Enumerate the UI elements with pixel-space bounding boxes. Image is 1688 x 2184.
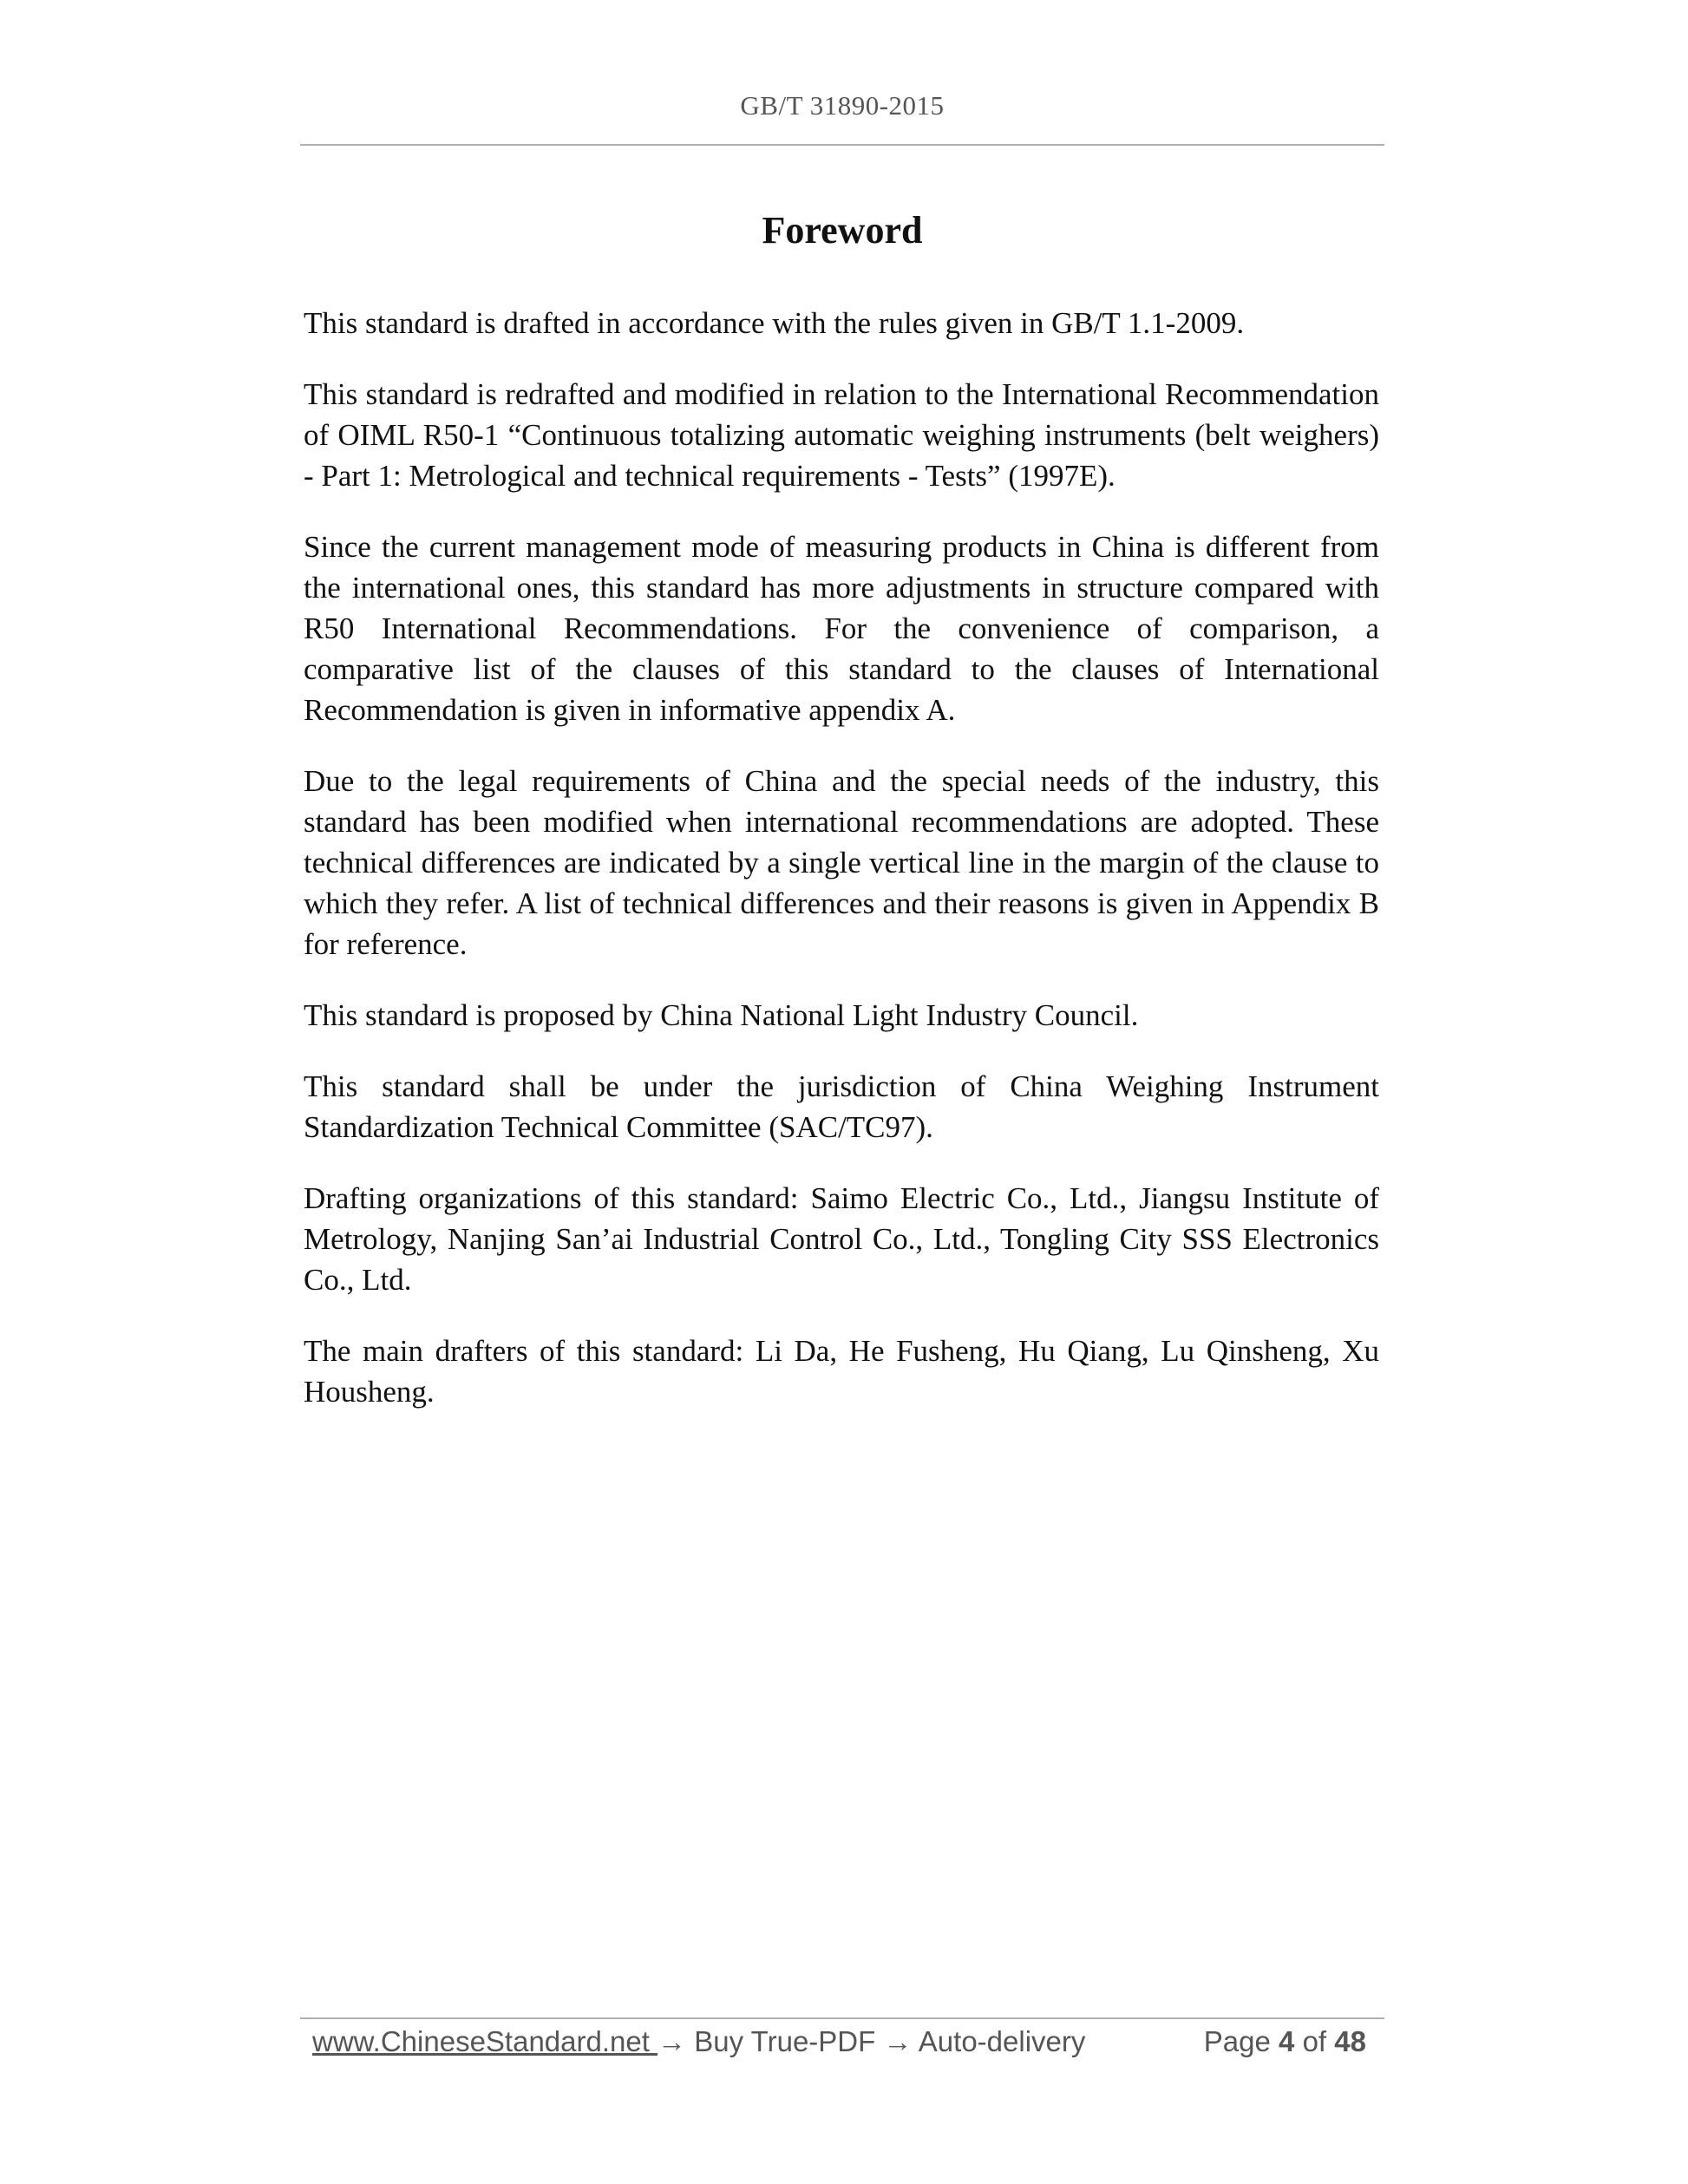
page-title: Foreword <box>762 209 923 252</box>
footer-purchase-info <box>312 2025 1085 2058</box>
page-footer <box>312 2025 1379 2069</box>
paragraph-drafting-organizations: Drafting organizations of this standard: Saimo Electric Co., Ltd., Jiangsu Institute of Metrology, Nanjing San’ai Industrial Control Co., Ltd., Tongling City SSS Electronics Co., Ltd. <box>304 1181 1379 1297</box>
arrow-right-icon: → <box>658 2025 687 2057</box>
running-header: GB/T 31890-2015 <box>740 90 945 121</box>
auto-delivery-text: Auto-delivery <box>912 2025 1086 2057</box>
total-pages-number: 48 <box>1334 2025 1366 2057</box>
of-label: of <box>1302 2025 1327 2057</box>
site-link[interactable]: www.ChineseStandard.net <box>312 2025 658 2057</box>
paragraph-main-drafters: The main drafters of this standard: Li Da, He Fusheng, Hu Qiang, Lu Qinsheng, Xu Housheng. <box>304 1334 1379 1409</box>
paragraph-drafting-rules: This standard is drafted in accordance with the rules given in GB/T 1.1-2009. <box>304 306 1245 340</box>
paragraph-jurisdiction: This standard shall be under the jurisdiction of China Weighing Instrument Standardization Technical Committee (SAC/TC97). <box>304 1069 1379 1144</box>
paragraph-structure-adjustments: Since the current management mode of measuring products in China is different from the international ones, this standard has more adjustments in structure compared with R50 International Recommendations. For the convenience of comparison, a comparative list of the clauses of this standard to the clauses of International Recommendation is given in informative appendix A. <box>304 530 1379 727</box>
current-page-number: 4 <box>1279 2025 1295 2057</box>
paragraph-oiml-reference: This standard is redrafted and modified in relation to the International Recommendation of OIML R50-1 “Continuous totalizing automatic weighing instruments (belt weighers) - Part 1: Metrological and technical requirements - Tests” (1997E). <box>304 377 1379 493</box>
arrow-right-icon: → <box>883 2025 913 2057</box>
buy-true-pdf-text: Buy True-PDF <box>686 2025 884 2057</box>
paragraph-proposed-by: This standard is proposed by China National Light Industry Council. <box>304 998 1139 1032</box>
foreword-body <box>304 303 1379 1442</box>
header-divider <box>300 144 1384 146</box>
footer-divider <box>300 2017 1384 2019</box>
paragraph-technical-differences: Due to the legal requirements of China and the special needs of the industry, this standard has been modified when international recommendations are adopted. These technical differences are indicated by a single vertical line in the margin of the clause to which they refer. A list of technical differences and their reasons is given in Appendix B for reference. <box>304 764 1379 961</box>
page-label: Page <box>1203 2025 1271 2057</box>
page-counter <box>1204 2025 1366 2058</box>
